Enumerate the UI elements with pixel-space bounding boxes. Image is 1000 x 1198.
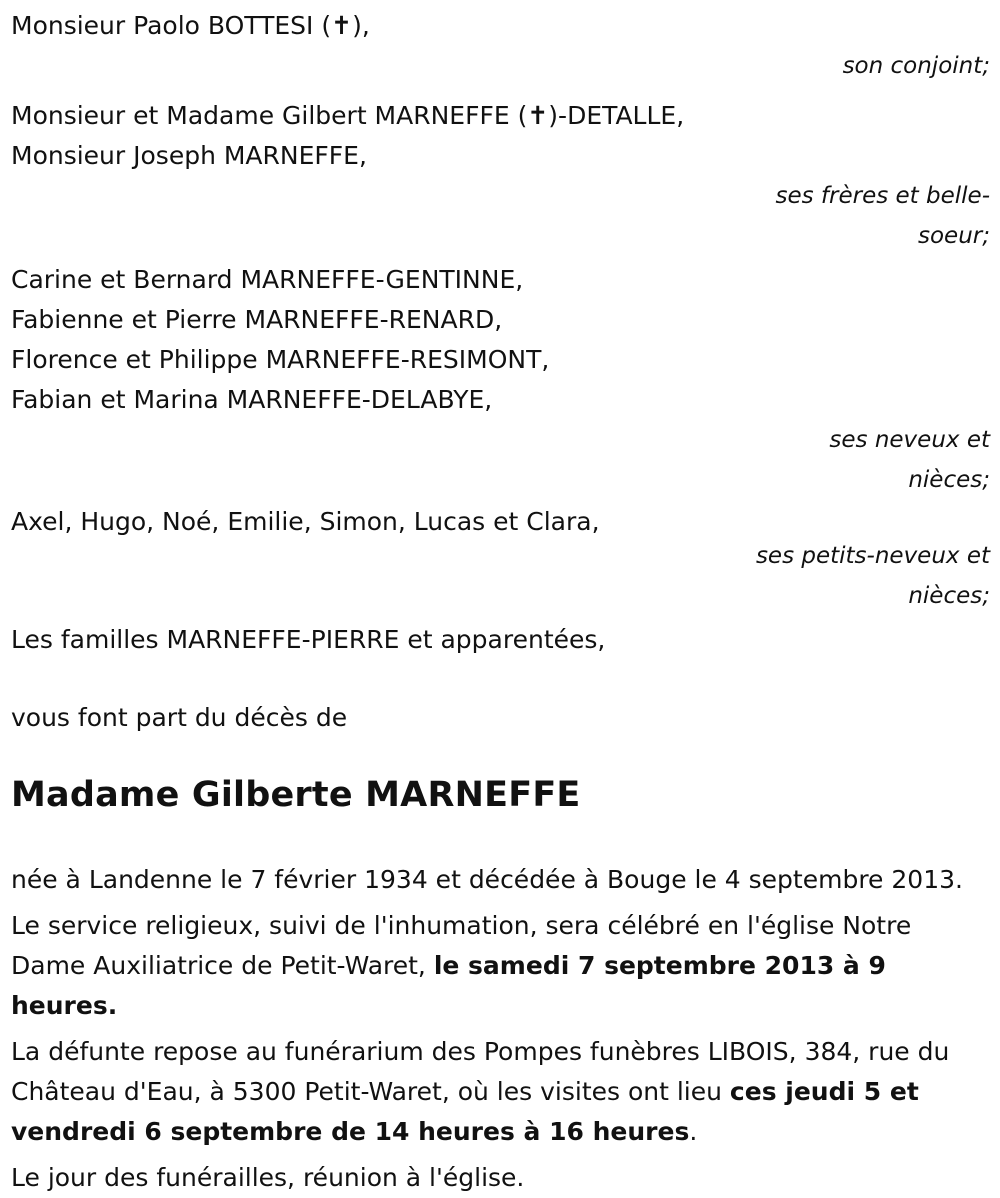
relation-text: ses neveux et — [829, 427, 990, 453]
service-info — [11, 906, 986, 1026]
family-line: Fabienne et Pierre MARNEFFE-RENARD, — [11, 305, 503, 334]
family-line: Monsieur Paolo BOTTESI (✝), — [11, 11, 370, 40]
family-line: Monsieur et Madame Gilbert MARNEFFE (✝)-DETALLE, — [11, 101, 685, 130]
family-group-relatives — [11, 620, 990, 660]
family-line: Les familles MARNEFFE-PIERRE et apparentées, — [11, 625, 606, 654]
relation-text: nièces; — [908, 583, 990, 609]
deceased-name: Madame Gilberte MARNEFFE — [11, 775, 581, 815]
family-line: Fabian et Marina MARNEFFE-DELABYE, — [11, 385, 493, 414]
visits-info — [11, 1032, 986, 1152]
family-line: Monsieur Joseph MARNEFFE, — [11, 141, 367, 170]
visits-dates: ces jeudi 5 et vendredi 6 septembre de 14 heures à 16 heures — [11, 1077, 919, 1146]
visits-end: . — [689, 1117, 698, 1146]
funeral-day-info: Le jour des funérailles, réunion à l'église. — [11, 1163, 525, 1192]
visits-text: La défunte repose au funérarium des Pompes funèbres LIBOIS, 384, rue du Château d'Eau, à 5300 Petit-Waret, où les visites ont lieu — [11, 1037, 950, 1106]
relation-label — [11, 176, 990, 256]
birth-death-info: née à Landenne le 7 février 1934 et décédée à Bouge le 4 septembre 2013. — [11, 865, 963, 894]
family-group-grandnephews — [11, 504, 990, 616]
service-date: le samedi 7 septembre 2013 à 9 heures. — [11, 951, 886, 1020]
family-line: Carine et Bernard MARNEFFE-GENTINNE, — [11, 265, 524, 294]
relation-text: ses frères et belle- — [775, 183, 990, 209]
family-line: Florence et Philippe MARNEFFE-RESIMONT, — [11, 345, 550, 374]
relation-text: son conjoint; — [842, 53, 990, 79]
relation-text: ses petits-neveux et — [755, 543, 990, 569]
family-group-spouse — [11, 6, 990, 86]
family-group-siblings — [11, 96, 990, 256]
announcement-intro: vous font part du décès de — [11, 703, 348, 732]
family-line: Axel, Hugo, Noé, Emilie, Simon, Lucas et Clara, — [11, 507, 600, 536]
relation-text: nièces; — [908, 467, 990, 493]
relation-label — [11, 420, 990, 500]
relation-label — [11, 46, 990, 86]
family-group-nephews — [11, 260, 990, 500]
relation-text: soeur; — [918, 223, 990, 249]
relation-label — [11, 536, 990, 616]
service-text: Le service religieux, suivi de l'inhumation, sera célébré en l'église Notre Dame Auxiliatrice de Petit-Waret, — [11, 911, 912, 980]
